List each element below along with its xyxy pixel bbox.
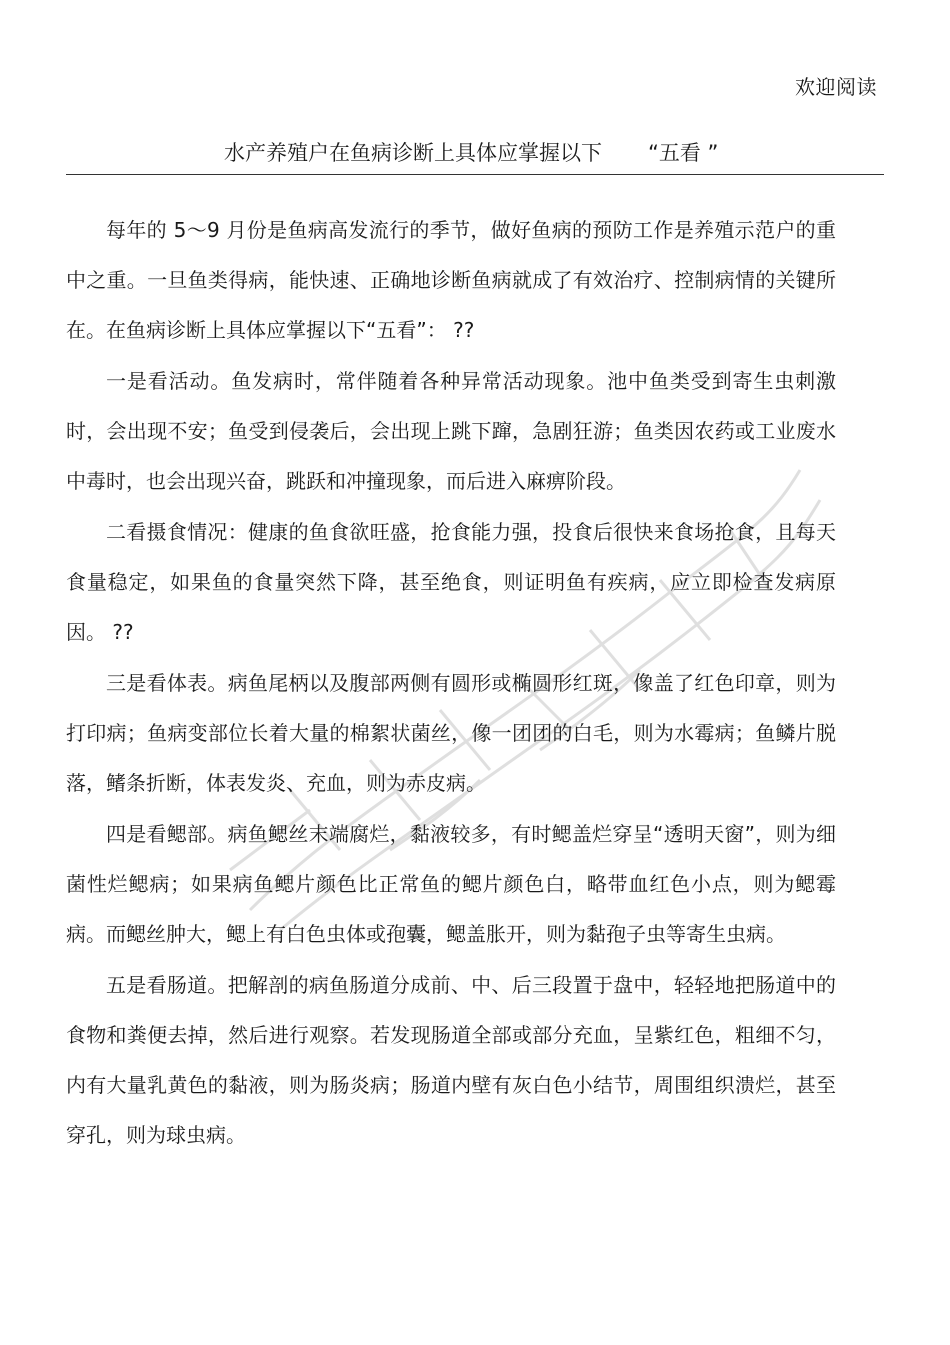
- paragraph-gills: 四是看鳃部。病鱼鳃丝末端腐烂，黏液较多，有时鳃盖烂穿呈“透明天窗”，则为细菌性烂鳃病；如果病鱼鳃片颜色比正常鱼的鳃片颜色白，略带血红色小点，则为鳃霉病。而鳃丝肿大，鳃上有白色虫体或孢囊，鳃盖胀开，则为黏孢子虫等寄生虫病。: [66, 822, 836, 946]
- document-title: [224, 140, 718, 166]
- paragraph-body-surface: 三是看体表。病鱼尾柄以及腹部两侧有圆形或椭圆形红斑，像盖了红色印章，则为打印病；鱼病变部位长着大量的棉絮状菌丝，像一团团的白毛，则为水霉病；鱼鳞片脱落，鳍条折断，体表发炎、充血，则为赤皮病。: [66, 671, 836, 795]
- title-main: 水产养殖户在鱼病诊断上具体应掌握以下: [224, 141, 602, 165]
- header-welcome-text: 欢迎阅读: [795, 75, 877, 99]
- paragraph-intro: 每年的 5～9 月份是鱼病高发流行的季节，做好鱼病的预防工作是养殖示范户的重中之重。一旦鱼类得病，能快速、正确地诊断鱼病就成了有效治疗、控制病情的关键所在。在鱼病诊断上具体应掌握以下“五看”： ??: [66, 218, 836, 342]
- paragraph-intestine: 五是看肠道。把解剖的病鱼肠道分成前、中、后三段置于盘中，轻轻地把肠道中的食物和粪便去掉，然后进行观察。若发现肠道全部或部分充血，呈紫红色，粗细不匀，内有大量乳黄色的黏液，则为肠炎病；肠道内壁有灰白色小结节，周围组织溃烂，甚至穿孔，则为球虫病。: [66, 973, 836, 1147]
- paragraph-feeding: 二看摄食情况：健康的鱼食欲旺盛，抢食能力强，投食后很快来食场抢食，且每天食量稳定，如果鱼的食量突然下降，甚至绝食，则证明鱼有疾病，应立即检查发病原因。 ??: [66, 520, 836, 644]
- paragraph-activity: 一是看活动。鱼发病时，常伴随着各种异常活动现象。池中鱼类受到寄生虫刺激时，会出现不安；鱼受到侵袭后，会出现上跳下蹿，急剧狂游；鱼类因农药或工业废水中毒时，也会出现兴奋，跳跃和冲撞现象，而后进入麻痹阶段。: [66, 369, 836, 493]
- title-underline: [66, 174, 884, 175]
- document-body: [66, 205, 836, 1160]
- title-quote: “五看 ”: [648, 141, 719, 165]
